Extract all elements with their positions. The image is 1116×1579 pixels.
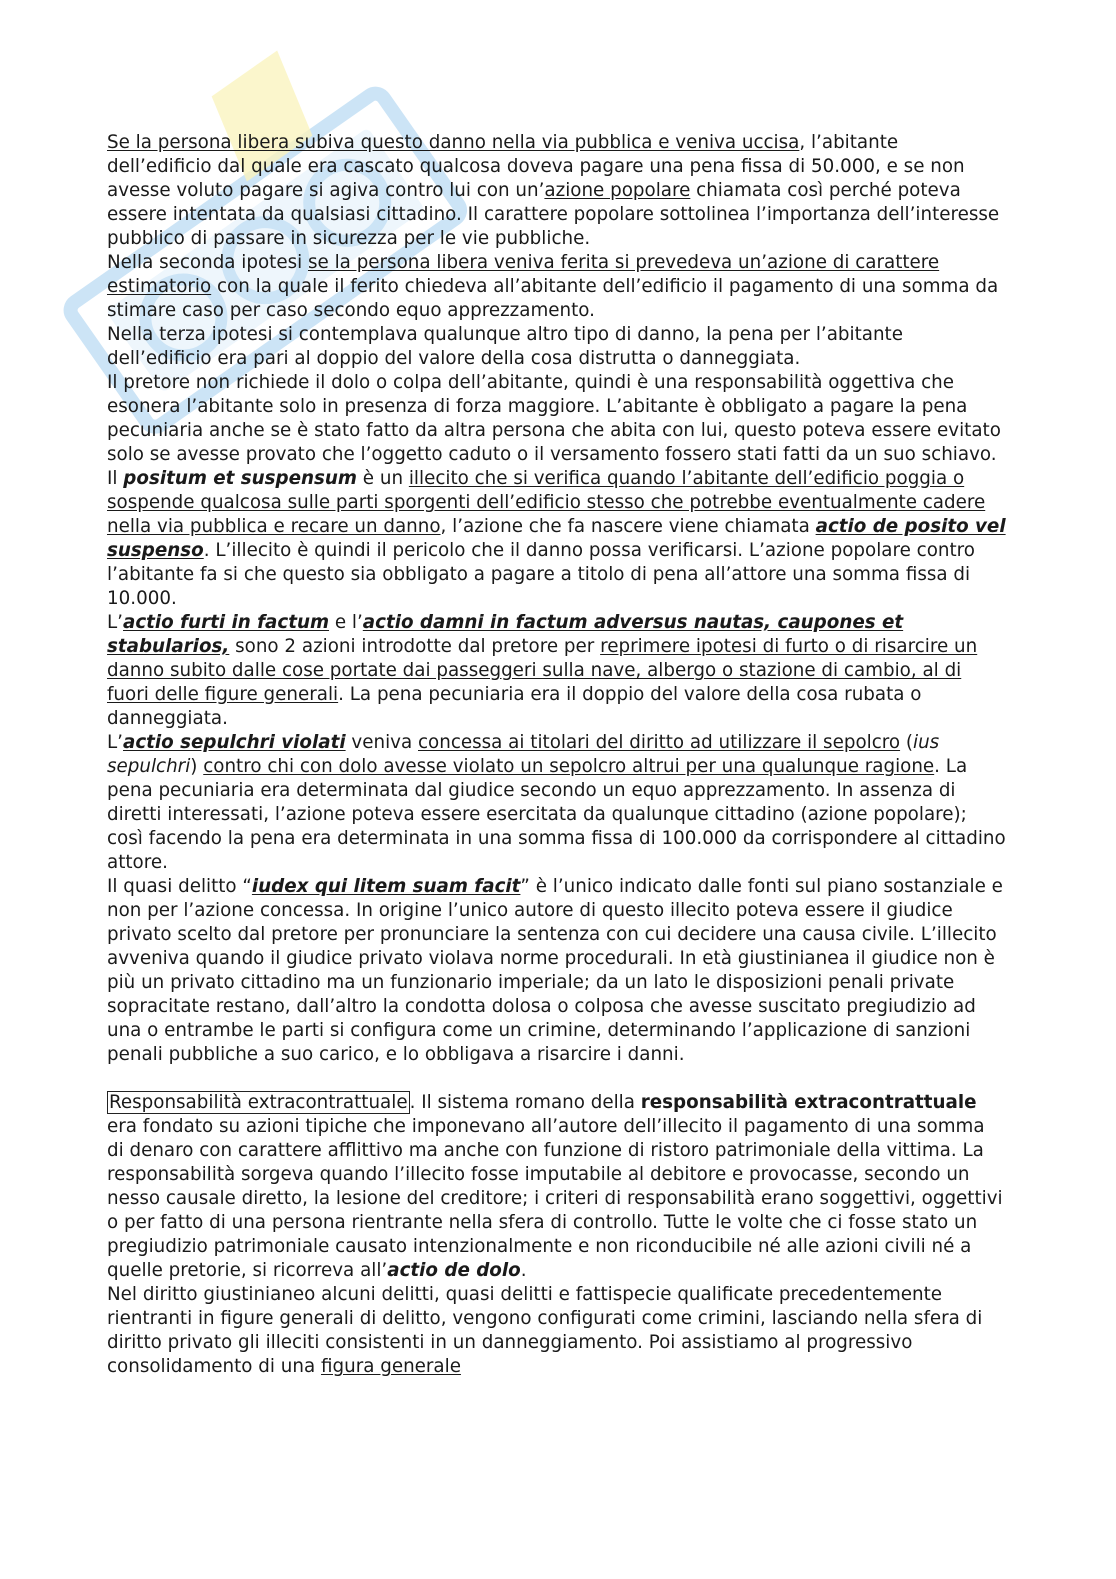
text: (	[900, 732, 914, 753]
text: Il	[107, 468, 124, 489]
underlined-text: se la persona libera veniva ferita si prevedeva un’azione di carattere estimatorio	[107, 252, 940, 297]
term-bold-italic: actio furti in factum	[123, 612, 330, 633]
text: e l’	[329, 612, 363, 633]
paragraph-3: Nella terza ipotesi si contemplava qualunque altro tipo di danno, la pena per l’abitante dell’edificio era pari al doppio del valore della cosa distrutta o danneggiata.	[107, 324, 903, 369]
term-bold-italic: iudex qui litem suam facit	[251, 876, 521, 897]
paragraph-6	[107, 611, 1007, 731]
text: .	[520, 1260, 527, 1281]
paragraph-9	[107, 1091, 1007, 1283]
text: . Il sistema romano della	[409, 1092, 641, 1113]
term-bold-italic: positum et suspensum	[123, 468, 357, 489]
paragraph-gap	[107, 1067, 1007, 1091]
underlined-text: azione popolare	[544, 180, 691, 201]
bold-term: responsabilità extracontrattuale	[640, 1092, 977, 1113]
text: L’	[107, 732, 123, 753]
document-body	[107, 131, 1007, 1379]
text: . La pena pecuniaria era il doppio del valore della cosa rubata o danneggiata.	[107, 684, 922, 729]
text: Il quasi delitto “	[107, 876, 252, 897]
term-bold-italic: actio de posito vel suspenso	[107, 516, 1006, 561]
term-bold-italic: actio damni in factum adversus nautas, caupones et stabularios,	[107, 612, 904, 657]
paragraph-5	[107, 467, 1007, 611]
term-bold-italic: actio de dolo	[387, 1260, 521, 1281]
text: è un	[356, 468, 409, 489]
text: con la quale il ferito chiedeva all’abitante dell’edificio il pagamento di una somma da stimare caso per caso secondo equo apprezzamento.	[107, 276, 999, 321]
underlined-text: Se la persona libera subiva questo danno nella via pubblica e veniva uccisa	[107, 132, 800, 153]
underlined-text: concessa ai titolari del diritto ad utilizzare il sepolcro	[418, 732, 901, 753]
paragraph-10	[107, 1283, 1007, 1379]
text: , l’azione che fa nascere viene chiamata	[440, 516, 816, 537]
italic-term: ius sepulchri	[107, 732, 940, 777]
text: sono 2 azioni introdotte dal pretore per	[229, 636, 601, 657]
text: . La pena pecuniaria era determinata dal giudice secondo un equo apprezzamento. In assenza di diretti interessati, l’azione poteva essere esercitata da qualunque cittadino (azione popolare); così facendo la pena era determinata in una somma fissa di 100.000 da corrispondere al cittadino attore.	[107, 756, 1006, 873]
text: . L’illecito è quindi il pericolo che il danno possa verificarsi. L’azione popolare contro l’abitante fa si che questo sia obbligato a pagare a titolo di pena all’attore una somma fissa di 10.000.	[107, 540, 975, 609]
paragraph-8	[107, 875, 1007, 1067]
text: chiamata così perché poteva essere intentata da qualsiasi cittadino. Il carattere popolare sottolinea l’importanza dell’interesse pubblico di passare in sicurezza per le vie pubbliche.	[107, 180, 1000, 249]
text: veniva	[345, 732, 418, 753]
paragraph-7	[107, 731, 1007, 875]
text: , l’abitante dell’edificio dal quale era cascato qualcosa doveva pagare una pena fissa di 50.000, e se non avesse voluto pagare si agiva contro lui con un’	[107, 132, 965, 201]
section-heading: Responsabilità extracontrattuale	[109, 1092, 408, 1113]
text: ” è l’unico indicato dalle fonti sul piano sostanziale e non per l’azione concessa. In origine l’unico autore di questo illecito poteva essere il giudice privato scelto dal pretore per pronunciare la sentenza con cui decidere una causa civile. L’illecito avveniva quando il giudice privato violava norme procedurali. In età giustinianea il giudice non è più un privato cittadino ma un funzionario imperiale; da un lato le disposizioni penali private sopracitate restano, dall’altro la condotta dolosa o colposa che avesse suscitato pregiudizio ad una o entrambe le parti si configura come un crimine, determinando l’applicazione di sanzioni penali pubbliche a suo carico, e lo obbligava a risarcire i danni.	[107, 876, 1003, 1065]
text: Nel diritto giustinianeo alcuni delitti, quasi delitti e fattispecie qualificate precedentemente rientranti in figure generali di delitto, vengono configurati come crimini, lasciando nella sfera di diritto privato gli illeciti consistenti in un danneggiamento. Poi assistiamo al progressivo consolidamento di una	[107, 1284, 983, 1377]
text: Nella seconda ipotesi	[107, 252, 309, 273]
text: )	[190, 756, 204, 777]
underlined-text: contro chi con dolo avesse violato un sepolcro altrui per una qualunque ragione	[203, 756, 935, 777]
text: L’	[107, 612, 123, 633]
text: era fondato su azioni tipiche che imponevano all’autore dell’illecito il pagamento di una somma di denaro con carattere afflittivo ma anche con funzione di ristoro patrimoniale della vittima. La responsabilità sorgeva quando l’illecito fosse imputabile al debitore e provocasse, secondo un nesso causale diretto, la lesione del creditore; i criteri di responsabilità erano soggettivi, oggettivi o per fatto di una persona rientrante nella sfera di controllo. Tutte le volte che ci fosse stato un pregiudizio patrimoniale causato intenzionalmente e non riconducibile né alle azioni civili né a quelle pretorie, si ricorreva all’	[107, 1116, 1003, 1281]
underlined-text: reprimere ipotesi di furto o di risarcire un danno subito dalle cose portate dai passeggeri sulla nave, albergo o stazione di cambio, al di fuori delle figure generali	[107, 636, 978, 705]
paragraph-1	[107, 131, 1007, 251]
underlined-text: illecito che si verifica quando l’abitante dell’edificio poggia o sospende qualcosa sulle parti sporgenti dell’edificio stesso che potrebbe eventualmente cadere nella via pubblica e recare un danno	[107, 468, 986, 537]
paragraph-2	[107, 251, 1007, 323]
paragraph-4: Il pretore non richiede il dolo o colpa dell’abitante, quindi è una responsabilità oggettiva che esonera l’abitante solo in presenza di forza maggiore. L’abitante è obbligato a pagare la pena pecuniaria anche se è stato fatto da altra persona che abita con lui, questo poteva essere evitato solo se avesse provato che l’oggetto caduto o il versamento fossero stati fatti da un suo schiavo.	[107, 372, 1001, 465]
underlined-text: figura generale	[320, 1356, 461, 1377]
term-bold-italic: actio sepulchri violati	[123, 732, 346, 753]
